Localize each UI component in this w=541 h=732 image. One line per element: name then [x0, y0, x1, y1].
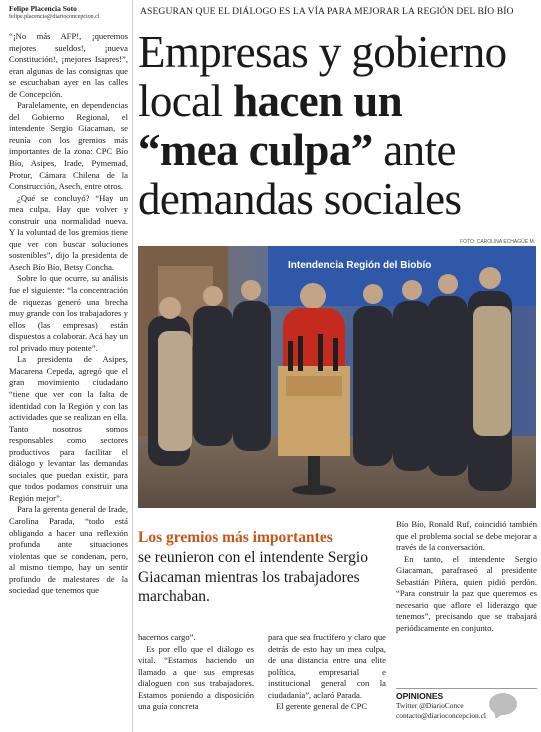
author-email[interactable]: felipe.placencia@diarioconcepcion.cl — [9, 14, 100, 20]
press-conference-image — [138, 246, 536, 508]
deck-highlight: Los gremios más importantes — [138, 529, 333, 546]
author-name: Felipe Placencia Soto — [9, 4, 77, 13]
opinion-box — [396, 688, 537, 728]
photo-credit: FOTO: CAROLINA ECHAGÜE M. — [460, 239, 535, 245]
news-photo — [138, 246, 536, 508]
left-paragraph: ¿Qué se concluyó? “Hay un mea culpa. Hay que volver y construir una normalidad nueva. Y la voluntad de los gremios tiene que ver con buscar soluciones sostenibles”, dijo la presidenta de Asech Bío Bío, Betsy Concha. — [9, 192, 128, 272]
deck — [138, 528, 386, 607]
speech-bubble-icon — [489, 693, 517, 715]
opinion-contact[interactable]: contacto@diarioconcepcion.cl — [396, 710, 486, 720]
kicker: ASEGURAN QUE EL DIÁLOGO ES LA VÍA PARA MEJORAR LA REGIÓN DEL BÍO BÍO — [140, 6, 514, 17]
body-paragraph: Bío Bío, Ronald Ruf, coincidió también que el problema social se debe mejorar a través de la conversación. — [396, 519, 537, 553]
banner-text: Intendencia Región del Biobío — [288, 260, 432, 271]
headline-bold1: hacen un — [233, 76, 403, 126]
left-paragraph: Para la gerenta general de Irade, Carolina Parada, “todo está obligando a hacer una reflexión profunda ante situaciones violentas que se condenan, pero, al mismo tiempo, hay un sentir profundo de malestares de la sociedad que tenemos que — [9, 504, 128, 596]
left-paragraph: “¡No más AFP!, ¡queremos mejores sueldos!, ¡nueva Constitución!, ¡mejores Isapres!”, eran algunas de las consignas que se escuchaban ayer en las calles de Concepción. — [9, 31, 128, 99]
headline — [138, 28, 538, 224]
body-paragraph: para que sea fructífero y claro que detrás de esto hay un mea culpa, de una distancia entre una elite política, empresarial e institucional general con la ciudadanía”, aclaró Parada. — [268, 632, 386, 700]
body-paragraph: El gerente general de CPC — [276, 701, 368, 712]
left-paragraph: La presidenta de Asipes, Macarena Cepeda, agregó que el gran movimiento ciudadano “tiene que ver con la falta de identidad con la Región y con las actividades que se realizan en ella. Tanto nosotros somos responsables como sectores productivos para facilitar el diálogo y levantar las demandas sociales que puedan existir, para que todos podamos construir una Región mejor”. — [9, 354, 128, 503]
headline-part2: ante demandas sociales — [138, 125, 462, 224]
body-paragraph: En tanto, el intendente Sergio Giacaman, parafraseó al presidente Sebastián Piñera, quien pidió perdón. “Para construir la paz que queremos es necesario que aflore el liderazgo que tenemos”, precisando que se trabajará periódicamente en conjunto. — [396, 553, 537, 633]
body-paragraph: hacernos cargo”. — [138, 632, 196, 642]
deck-text: se reunieron con el intendente Sergio Giacaman mientras los trabajadores marchaban. — [138, 549, 368, 605]
column-divider — [132, 0, 133, 732]
headline-bold2: “mea culpa” — [138, 125, 373, 175]
left-column-body — [9, 31, 128, 597]
body-column-c — [396, 519, 537, 634]
body-paragraph: Es por ello que el diálogo es vital. “Estamos haciendo un llamado a que sus empresas dialoguen con sus trabajadores. Estamos poniendo a disposición una guía concreta — [138, 643, 254, 712]
left-column — [9, 4, 128, 597]
opinion-twitter[interactable]: Twitter @DiarioConce — [396, 701, 464, 710]
body-column-b — [268, 632, 386, 713]
opinion-title: OPINIONES — [396, 691, 444, 701]
body-column-a — [138, 632, 254, 713]
left-paragraph: Paralelamente, en dependencias del Gobierno Regional, el intendente Sergio Giacaman, se reunía con los gremios más importantes de la zona: CPC Bío Bío, Asipes, Irade, Pymemad, Protur, Cámara Chilena de la Construcción, Asech, entre otros. — [9, 100, 128, 192]
left-paragraph: Sobre lo que ocurre, su análisis fue el siguiente: “la concentración de riquezas generó una brecha muy grande con los trabajadores y ellos (las empresas) están dispuestos a colaborar. Acá hay un rol privado muy potente”. — [9, 273, 128, 353]
headline-part1: Empresas y gobierno local — [138, 27, 507, 126]
